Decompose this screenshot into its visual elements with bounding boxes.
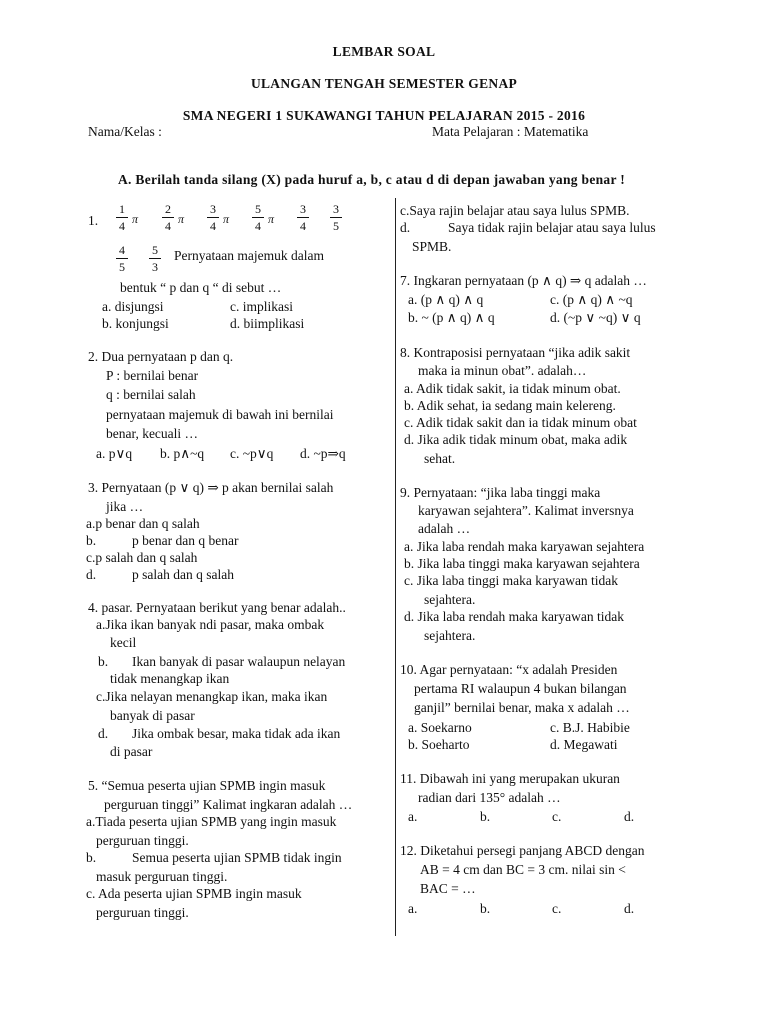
q2-option-a: a. p∨q xyxy=(96,446,133,461)
q11-line-2: radian dari 135° adalah … xyxy=(418,790,561,805)
q12-option-b: b. xyxy=(480,901,491,916)
q1-pi-1: π xyxy=(132,212,139,226)
q8-option-c: c. Adik tidak sakit dan ia tidak minum obat xyxy=(404,415,637,430)
q12-line-3: BAC = … xyxy=(420,881,476,896)
q2-line-5: benar, kecuali … xyxy=(106,426,199,441)
q1-pi-4: π xyxy=(268,212,275,226)
numerator: 2 xyxy=(165,202,171,216)
q12-line-2: AB = 4 cm dan BC = 3 cm. nilai sin < xyxy=(420,862,626,877)
q11-option-d: d. xyxy=(624,809,635,824)
instruction: A. Berilah tanda silang (X) pada huruf a, b, c atau d di depan jawaban yang benar ! xyxy=(118,172,625,187)
q2-line-4: pernyataan majemuk di bawah ini bernilai xyxy=(106,407,334,422)
q12-option-a: a. xyxy=(408,901,418,916)
q1-option-a: a. disjungsi xyxy=(102,299,164,314)
q4-option-c-2: banyak di pasar xyxy=(110,708,195,723)
q11-line-1: 11. Dibawah ini yang merupakan ukuran xyxy=(400,771,620,786)
q3-line-2: jika … xyxy=(106,499,144,514)
q9-option-d-2: sejahtera. xyxy=(424,628,476,643)
q1-option-b: b. konjungsi xyxy=(102,316,169,331)
numerator: 5 xyxy=(255,202,261,216)
q2-line-1: 2. Dua pernyataan p dan q. xyxy=(88,349,234,364)
q7-option-d: d. (~p ∨ ~q) ∨ q xyxy=(550,310,641,325)
q1-option-c: c. implikasi xyxy=(230,299,293,314)
q12-option-d: d. xyxy=(624,901,635,916)
q4-option-d-1: Jika ombak besar, maka tidak ada ikan xyxy=(132,726,341,741)
q4-line-1: 4. pasar. Pernyataan berikut yang benar adalah.. xyxy=(88,600,346,615)
q4-option-d-label: d. xyxy=(98,726,109,741)
q8-line-1: 8. Kontraposisi pernyataan “jika adik sakit xyxy=(400,345,631,360)
q3-option-b: p benar dan q benar xyxy=(132,533,239,548)
q1-fraction-4 xyxy=(252,202,264,233)
q5-option-a-2: perguruan tinggi. xyxy=(96,833,189,848)
q3-line-1: 3. Pernyataan (p ∨ q) ⇒ p akan bernilai salah xyxy=(88,480,334,495)
q3-option-d: p salah dan q salah xyxy=(132,567,234,582)
q1-pi-2: π xyxy=(178,212,185,226)
q4-option-a-2: kecil xyxy=(110,635,137,650)
q8-option-d-1: d. Jika adik tidak minum obat, maka adik xyxy=(404,432,628,447)
q1-pi-3: π xyxy=(223,212,230,226)
q2-line-3: q : bernilai salah xyxy=(106,387,196,402)
q8-line-2: maka ia minun obat”. adalah… xyxy=(418,363,587,378)
q10-option-c: c. B.J. Habibie xyxy=(550,720,630,735)
q2-line-2: P : bernilai benar xyxy=(106,368,199,383)
q9-option-b: b. Jika laba tinggi maka karyawan sejahtera xyxy=(404,556,640,571)
q1-fraction-7 xyxy=(116,243,128,274)
subject-label: Mata Pelajaran : Matematika xyxy=(432,124,589,139)
q8-option-d-2: sehat. xyxy=(424,451,456,466)
numerator: 4 xyxy=(119,243,125,257)
q11-option-b: b. xyxy=(480,809,491,824)
q9-option-d-1: d. Jika laba rendah maka karyawan tidak xyxy=(404,609,625,624)
q8-option-a: a. Adik tidak sakit, ia tidak minum obat. xyxy=(404,381,621,396)
q6-option-d-label: d. xyxy=(400,220,411,235)
q4-option-d-2: di pasar xyxy=(110,744,153,759)
denominator: 4 xyxy=(119,219,125,233)
q3-option-a: a.p benar dan q salah xyxy=(86,516,200,531)
q11-option-a: a. xyxy=(408,809,418,824)
q7-option-c: c. (p ∧ q) ∧ ~q xyxy=(550,292,633,307)
numerator: 3 xyxy=(210,202,216,216)
q9-option-c-1: c. Jika laba tinggi maka karyawan tidak xyxy=(404,573,619,588)
denominator: 5 xyxy=(119,260,125,274)
q1-fraction-3 xyxy=(207,202,219,233)
q5-option-b-label: b. xyxy=(86,850,97,865)
q2-option-d: d. ~p⇒q xyxy=(300,446,346,461)
title-exam: ULANGAN TENGAH SEMESTER GENAP xyxy=(250,76,518,91)
q10-option-d: d. Megawati xyxy=(550,737,618,752)
q5-line-1: 5. “Semua peserta ujian SPMB ingin masuk xyxy=(88,778,326,793)
q10-option-a: a. Soekarno xyxy=(408,720,472,735)
q1-option-d: d. biimplikasi xyxy=(230,316,305,331)
q9-line-1: 9. Pernyataan: “jika laba tinggi maka xyxy=(400,485,601,500)
q1-number: 1. xyxy=(88,213,99,228)
q5-option-b-1: Semua peserta ujian SPMB tidak ingin xyxy=(132,850,342,865)
numerator: 3 xyxy=(333,202,339,216)
numerator: 1 xyxy=(119,202,125,216)
q10-line-3: ganjil” bernilai benar, maka x adalah … xyxy=(414,700,630,715)
q4-option-b-2: tidak menangkap ikan xyxy=(110,671,230,686)
q7-line-1: 7. Ingkaran pernyataan (p ∧ q) ⇒ q adalah … xyxy=(400,273,647,288)
q10-line-2: pertama RI walaupun 4 bukan bilangan xyxy=(414,681,627,696)
denominator: 3 xyxy=(152,260,158,274)
q7-option-b: b. ~ (p ∧ q) ∧ q xyxy=(408,310,495,325)
q1-fraction-1 xyxy=(116,202,128,233)
numerator: 5 xyxy=(152,243,158,257)
q12-option-c: c. xyxy=(552,901,562,916)
q1-fraction-2 xyxy=(162,202,174,233)
q1-fraction-5 xyxy=(297,202,309,233)
column-divider xyxy=(395,198,396,936)
denominator: 4 xyxy=(210,219,216,233)
title-lembar-soal: LEMBAR SOAL xyxy=(332,44,436,59)
q9-line-2: karyawan sejahtera”. Kalimat inversnya xyxy=(418,503,634,518)
q10-option-b: b. Soeharto xyxy=(408,737,470,752)
q1-fraction-6 xyxy=(330,202,342,233)
q11-option-c: c. xyxy=(552,809,562,824)
denominator: 4 xyxy=(165,219,171,233)
q5-line-2: perguruan tinggi” Kalimat ingkaran adalah … xyxy=(104,797,353,812)
q5-option-a-1: a.Tiada peserta ujian SPMB yang ingin masuk xyxy=(86,814,337,829)
q3-option-c: c.p salah dan q salah xyxy=(86,550,198,565)
q7-option-a: a. (p ∧ q) ∧ q xyxy=(408,292,484,307)
q6-option-d-1: Saya tidak rajin belajar atau saya lulus xyxy=(448,220,656,235)
q6-option-c: c.Saya rajin belajar atau saya lulus SPMB. xyxy=(400,203,630,218)
q9-option-c-2: sejahtera. xyxy=(424,592,476,607)
q1-text-2: bentuk “ p dan q “ di sebut … xyxy=(120,280,282,295)
name-class-label: Nama/Kelas : xyxy=(88,124,162,139)
q4-option-a-1: a.Jika ikan banyak ndi pasar, maka ombak xyxy=(96,617,325,632)
q10-line-1: 10. Agar pernyataan: “x adalah Presiden xyxy=(400,662,618,677)
title-school: SMA NEGERI 1 SUKAWANGI TAHUN PELAJARAN 2015 - 2016 xyxy=(182,108,586,123)
q1-fraction-8 xyxy=(149,243,161,274)
q8-option-b: b. Adik sehat, ia sedang main kelereng. xyxy=(404,398,616,413)
denominator: 4 xyxy=(300,219,306,233)
denominator: 4 xyxy=(255,219,261,233)
q4-option-b-1: Ikan banyak di pasar walaupun nelayan xyxy=(132,654,346,669)
q5-option-c-2: perguruan tinggi. xyxy=(96,905,189,920)
q9-option-a: a. Jika laba rendah maka karyawan sejahtera xyxy=(404,539,645,554)
q2-option-b: b. p∧~q xyxy=(160,446,205,461)
q4-option-b-label: b. xyxy=(98,654,109,669)
q2-option-c: c. ~p∨q xyxy=(230,446,274,461)
q6-option-d-2: SPMB. xyxy=(412,239,452,254)
q3-option-b-label: b. xyxy=(86,533,97,548)
numerator: 3 xyxy=(300,202,306,216)
q9-line-3: adalah … xyxy=(418,521,471,536)
q12-line-1: 12. Diketahui persegi panjang ABCD dengan xyxy=(400,843,645,858)
q5-option-b-2: masuk perguruan tinggi. xyxy=(96,869,228,884)
q4-option-c-1: c.Jika nelayan menangkap ikan, maka ikan xyxy=(96,689,328,704)
q5-option-c-1: c. Ada peserta ujian SPMB ingin masuk xyxy=(86,886,302,901)
q3-option-d-label: d. xyxy=(86,567,97,582)
denominator: 5 xyxy=(333,219,339,233)
q1-text-1: Pernyataan majemuk dalam xyxy=(174,248,324,263)
